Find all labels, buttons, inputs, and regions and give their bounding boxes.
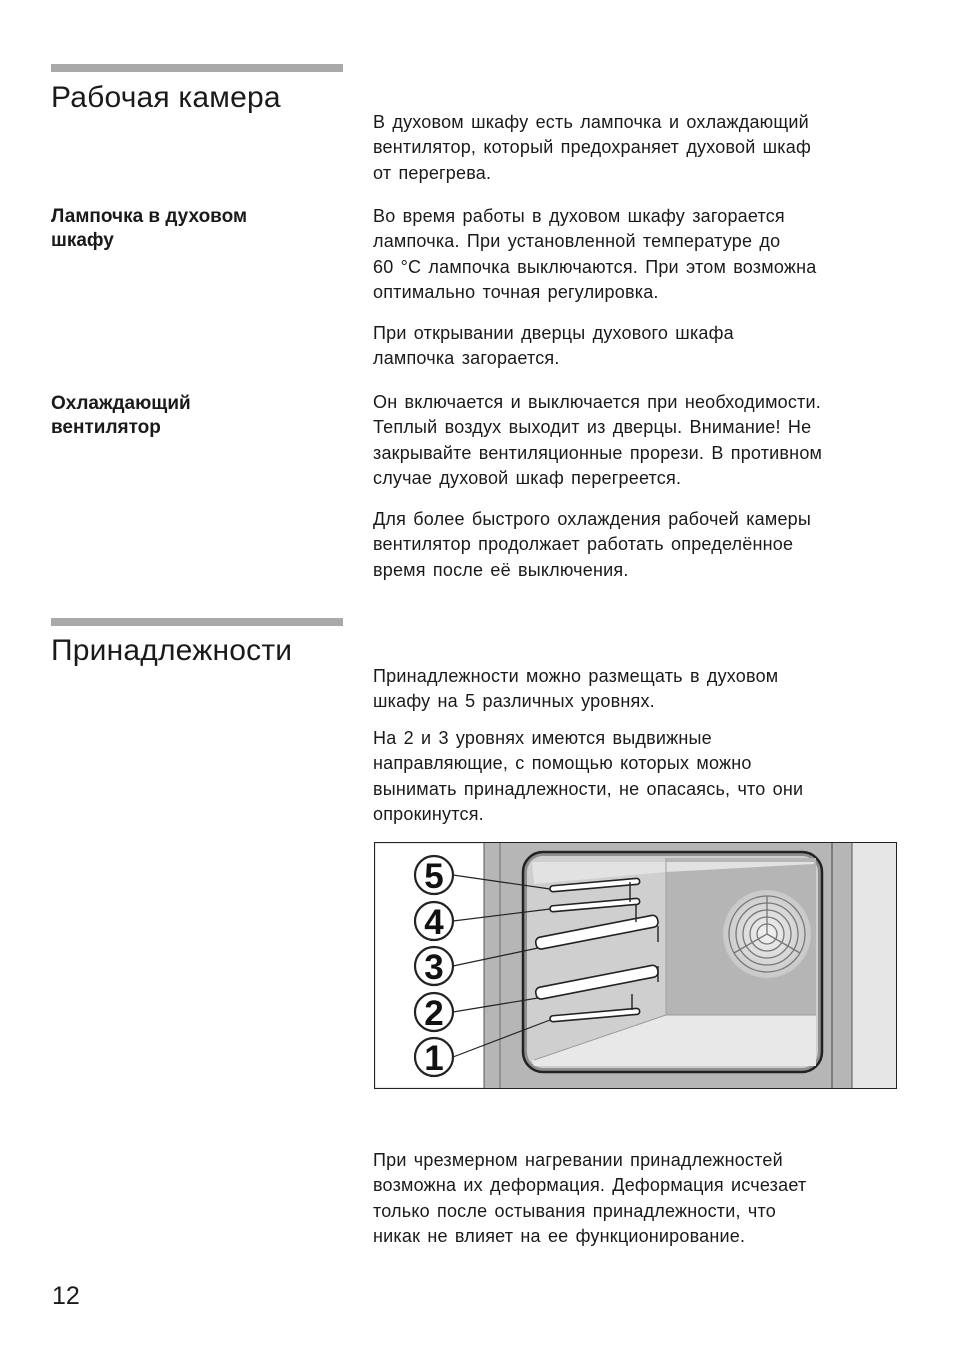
- level-callout-1: [415, 1038, 453, 1078]
- accessories-paragraph-2: На 2 и 3 уровнях имеются выдвижные направляющие, с помощью которых можно вынимать принадлежности, не опасаясь, что они опрокинутся.: [373, 728, 804, 824]
- lamp-paragraph-1: Во время работы в духовом шкафу загорается лампочка. При установленной температуре до 60 °С лампочка выключаются. При этом возможна оптимально точная регулировка.: [373, 206, 817, 302]
- accessories-paragraph-3: При чрезмерном нагревании принадлежностей возможна их деформация. Деформация исчезает только после остывания принадлежности, что никак не влияет на ее функционирование.: [373, 1150, 807, 1246]
- level-number: 1: [424, 1039, 444, 1078]
- level-number: 3: [424, 948, 444, 987]
- level-callout-4: [415, 902, 453, 942]
- intro-paragraph: В духовом шкафу есть лампочка и охлаждающий вентилятор, который предохраняет духовой шкаф от перегрева.: [373, 112, 811, 183]
- section-divider-bar: [51, 64, 343, 72]
- section-divider-bar: [51, 618, 343, 626]
- oven-rack-levels-illustration: [374, 842, 897, 1089]
- fan-paragraph-2: Для более быстрого охлаждения рабочей камеры вентилятор продолжает работать определённое время после её выключения.: [373, 509, 812, 580]
- level-number: 4: [424, 903, 444, 942]
- section-title-accessories: Принадлежности: [51, 634, 293, 667]
- convection-fan-icon: [723, 890, 811, 978]
- level-number: 2: [424, 994, 444, 1033]
- level-callout-2: [415, 993, 453, 1033]
- section-title-working-chamber: Рабочая камера: [51, 81, 281, 114]
- subheading-oven-lamp: Лампочка в духовом шкафу: [51, 206, 248, 251]
- subheading-cooling-fan: Охлаждающий вентилятор: [51, 393, 191, 438]
- level-callout-5: [415, 856, 453, 896]
- lamp-paragraph-2: При открывании дверцы духового шкафа лампочка загорается.: [373, 323, 734, 369]
- fan-paragraph-1: Он включается и выключается при необходимости. Теплый воздух выходит из дверцы. Внимание! Не закрывайте вентиляционные прорези. В противном случае духовой шкаф перегреется.: [373, 392, 823, 488]
- level-number: 5: [424, 857, 444, 896]
- accessories-paragraph-1: Принадлежности можно размещать в духовом шкафу на 5 различных уровнях.: [373, 666, 779, 712]
- level-callout-3: [415, 947, 453, 987]
- page-number: 12: [52, 1282, 80, 1310]
